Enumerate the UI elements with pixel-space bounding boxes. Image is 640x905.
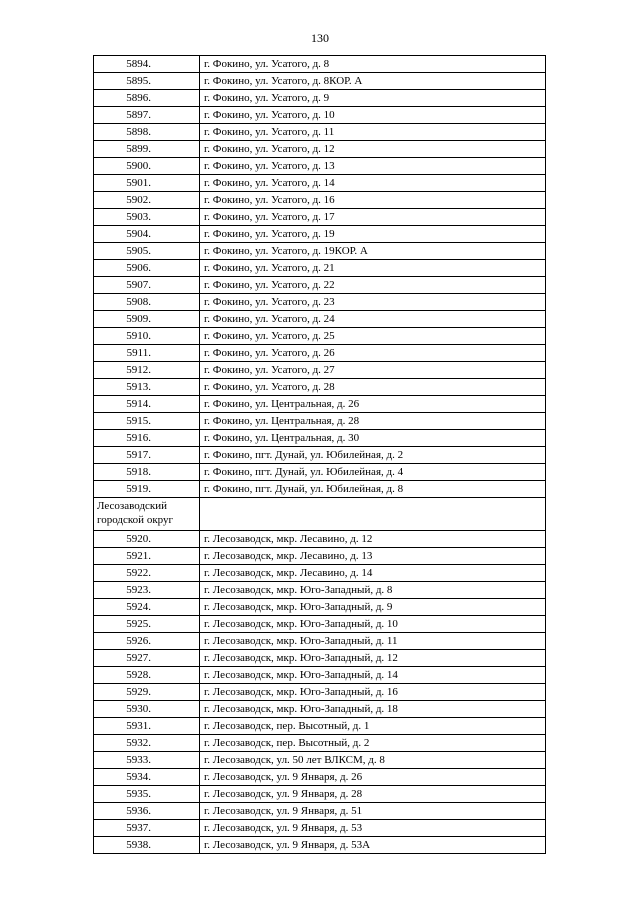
row-number: 5913.: [94, 379, 200, 396]
row-address: г. Фокино, ул. Центральная, д. 26: [200, 396, 546, 413]
row-number: 5928.: [94, 667, 200, 684]
table-row: [94, 311, 546, 328]
table-row: [94, 718, 546, 735]
table-body-top: [94, 56, 546, 498]
row-number: 5908.: [94, 294, 200, 311]
table-row: [94, 701, 546, 718]
row-number: 5929.: [94, 684, 200, 701]
table-row: [94, 379, 546, 396]
row-number: 5910.: [94, 328, 200, 345]
row-address: г. Фокино, ул. Усатого, д. 21: [200, 260, 546, 277]
row-address: г. Фокино, ул. Усатого, д. 22: [200, 277, 546, 294]
table-row: [94, 430, 546, 447]
table-row: [94, 362, 546, 379]
row-address: г. Фокино, ул. Усатого, д. 13: [200, 158, 546, 175]
row-number: 5904.: [94, 226, 200, 243]
row-address: г. Фокино, ул. Усатого, д. 12: [200, 141, 546, 158]
row-number: 5921.: [94, 548, 200, 565]
row-number: 5907.: [94, 277, 200, 294]
table-row: [94, 582, 546, 599]
row-number: 5901.: [94, 175, 200, 192]
row-number: 5926.: [94, 633, 200, 650]
row-address: г. Лесозаводск, мкр. Лесавино, д. 14: [200, 565, 546, 582]
row-address: г. Фокино, ул. Усатого, д. 28: [200, 379, 546, 396]
table-row: [94, 56, 546, 73]
table-row: [94, 684, 546, 701]
row-number: 5935.: [94, 786, 200, 803]
row-number: 5923.: [94, 582, 200, 599]
table-row: [94, 786, 546, 803]
row-address: г. Лесозаводск, ул. 9 Января, д. 26: [200, 769, 546, 786]
row-address: г. Фокино, ул. Усатого, д. 25: [200, 328, 546, 345]
row-address: г. Лесозаводск, ул. 9 Января, д. 53: [200, 820, 546, 837]
table-row: [94, 447, 546, 464]
table-row: [94, 294, 546, 311]
row-address: г. Лесозаводск, мкр. Юго-Западный, д. 11: [200, 633, 546, 650]
table-row: [94, 73, 546, 90]
row-number: 5906.: [94, 260, 200, 277]
table-row: [94, 175, 546, 192]
table-row: [94, 803, 546, 820]
row-number: 5930.: [94, 701, 200, 718]
table-body-bottom: [94, 531, 546, 854]
table-row: [94, 260, 546, 277]
row-address: г. Фокино, ул. Усатого, д. 14: [200, 175, 546, 192]
row-address: г. Лесозаводск, мкр. Юго-Западный, д. 16: [200, 684, 546, 701]
row-number: 5905.: [94, 243, 200, 260]
row-address: г. Фокино, ул. Усатого, д. 11: [200, 124, 546, 141]
row-number: 5938.: [94, 837, 200, 854]
row-number: 5924.: [94, 599, 200, 616]
row-number: 5894.: [94, 56, 200, 73]
table-row: [94, 345, 546, 362]
table-row: [94, 141, 546, 158]
row-number: 5912.: [94, 362, 200, 379]
row-address: г. Фокино, ул. Усатого, д. 16: [200, 192, 546, 209]
table-row: [94, 277, 546, 294]
table-row: [94, 650, 546, 667]
table-row: [94, 481, 546, 498]
row-number: 5915.: [94, 413, 200, 430]
row-address: г. Лесозаводск, мкр. Юго-Западный, д. 14: [200, 667, 546, 684]
row-address: г. Фокино, ул. Центральная, д. 28: [200, 413, 546, 430]
row-address: г. Лесозаводск, мкр. Юго-Западный, д. 10: [200, 616, 546, 633]
row-address: г. Фокино, ул. Усатого, д. 23: [200, 294, 546, 311]
row-number: 5899.: [94, 141, 200, 158]
row-number: 5925.: [94, 616, 200, 633]
row-address: г. Фокино, пгт. Дунай, ул. Юбилейная, д. 8: [200, 481, 546, 498]
row-number: 5898.: [94, 124, 200, 141]
row-number: 5916.: [94, 430, 200, 447]
row-address: г. Лесозаводск, ул. 9 Января, д. 53А: [200, 837, 546, 854]
row-address: г. Лесозаводск, мкр. Юго-Западный, д. 18: [200, 701, 546, 718]
table-row: [94, 107, 546, 124]
table-row: [94, 752, 546, 769]
row-address: г. Фокино, ул. Усатого, д. 19: [200, 226, 546, 243]
section-label: Лесозаводский городской округ: [94, 498, 200, 531]
row-address: г. Фокино, ул. Усатого, д. 10: [200, 107, 546, 124]
row-address: г. Фокино, ул. Усатого, д. 19КОР. А: [200, 243, 546, 260]
row-address: г. Фокино, ул. Усатого, д. 26: [200, 345, 546, 362]
row-address: г. Лесозаводск, пер. Высотный, д. 1: [200, 718, 546, 735]
table-row: [94, 599, 546, 616]
row-address: г. Лесозаводск, мкр. Юго-Западный, д. 9: [200, 599, 546, 616]
address-table: [93, 55, 546, 854]
row-address: г. Фокино, ул. Усатого, д. 17: [200, 209, 546, 226]
row-address: г. Фокино, ул. Усатого, д. 27: [200, 362, 546, 379]
row-address: г. Фокино, ул. Усатого, д. 8КОР. А: [200, 73, 546, 90]
row-address: г. Лесозаводск, ул. 9 Января, д. 51: [200, 803, 546, 820]
table-row: [94, 158, 546, 175]
table-row: [94, 90, 546, 107]
table-row: [94, 226, 546, 243]
table-row: [94, 616, 546, 633]
table-row: [94, 328, 546, 345]
row-address: г. Фокино, ул. Усатого, д. 8: [200, 56, 546, 73]
table-row: [94, 396, 546, 413]
table-row: [94, 565, 546, 582]
row-number: 5936.: [94, 803, 200, 820]
table-row: [94, 633, 546, 650]
row-number: 5914.: [94, 396, 200, 413]
row-number: 5933.: [94, 752, 200, 769]
row-number: 5919.: [94, 481, 200, 498]
table-row: [94, 209, 546, 226]
table-row: [94, 667, 546, 684]
table-row: [94, 243, 546, 260]
row-address: г. Лесозаводск, мкр. Лесавино, д. 12: [200, 531, 546, 548]
row-number: 5911.: [94, 345, 200, 362]
page-number: 130: [311, 31, 329, 45]
row-address: г. Лесозаводск, ул. 9 Января, д. 28: [200, 786, 546, 803]
row-number: 5895.: [94, 73, 200, 90]
table-row: [94, 820, 546, 837]
row-address: г. Фокино, ул. Усатого, д. 24: [200, 311, 546, 328]
table-row: [94, 124, 546, 141]
row-number: 5902.: [94, 192, 200, 209]
table-row: [94, 735, 546, 752]
row-number: 5909.: [94, 311, 200, 328]
row-number: 5918.: [94, 464, 200, 481]
table-row: [94, 769, 546, 786]
row-number: 5897.: [94, 107, 200, 124]
row-number: 5903.: [94, 209, 200, 226]
table-row: [94, 531, 546, 548]
row-number: 5920.: [94, 531, 200, 548]
table-row: [94, 192, 546, 209]
row-address: г. Фокино, пгт. Дунай, ул. Юбилейная, д. 2: [200, 447, 546, 464]
section-row: [94, 498, 546, 531]
row-address: г. Фокино, пгт. Дунай, ул. Юбилейная, д. 4: [200, 464, 546, 481]
table-row: [94, 413, 546, 430]
row-address: г. Фокино, ул. Усатого, д. 9: [200, 90, 546, 107]
section-empty-cell: [200, 498, 546, 531]
row-number: 5922.: [94, 565, 200, 582]
section-header: [94, 498, 546, 531]
row-number: 5932.: [94, 735, 200, 752]
row-address: г. Лесозаводск, пер. Высотный, д. 2: [200, 735, 546, 752]
row-address: г. Лесозаводск, мкр. Юго-Западный, д. 8: [200, 582, 546, 599]
row-number: 5934.: [94, 769, 200, 786]
row-number: 5931.: [94, 718, 200, 735]
row-address: г. Лесозаводск, ул. 50 лет ВЛКСМ, д. 8: [200, 752, 546, 769]
row-number: 5900.: [94, 158, 200, 175]
table-row: [94, 548, 546, 565]
row-address: г. Лесозаводск, мкр. Юго-Западный, д. 12: [200, 650, 546, 667]
row-address: г. Фокино, ул. Центральная, д. 30: [200, 430, 546, 447]
table-row: [94, 837, 546, 854]
row-address: г. Лесозаводск, мкр. Лесавино, д. 13: [200, 548, 546, 565]
row-number: 5917.: [94, 447, 200, 464]
table-row: [94, 464, 546, 481]
row-number: 5937.: [94, 820, 200, 837]
row-number: 5927.: [94, 650, 200, 667]
row-number: 5896.: [94, 90, 200, 107]
